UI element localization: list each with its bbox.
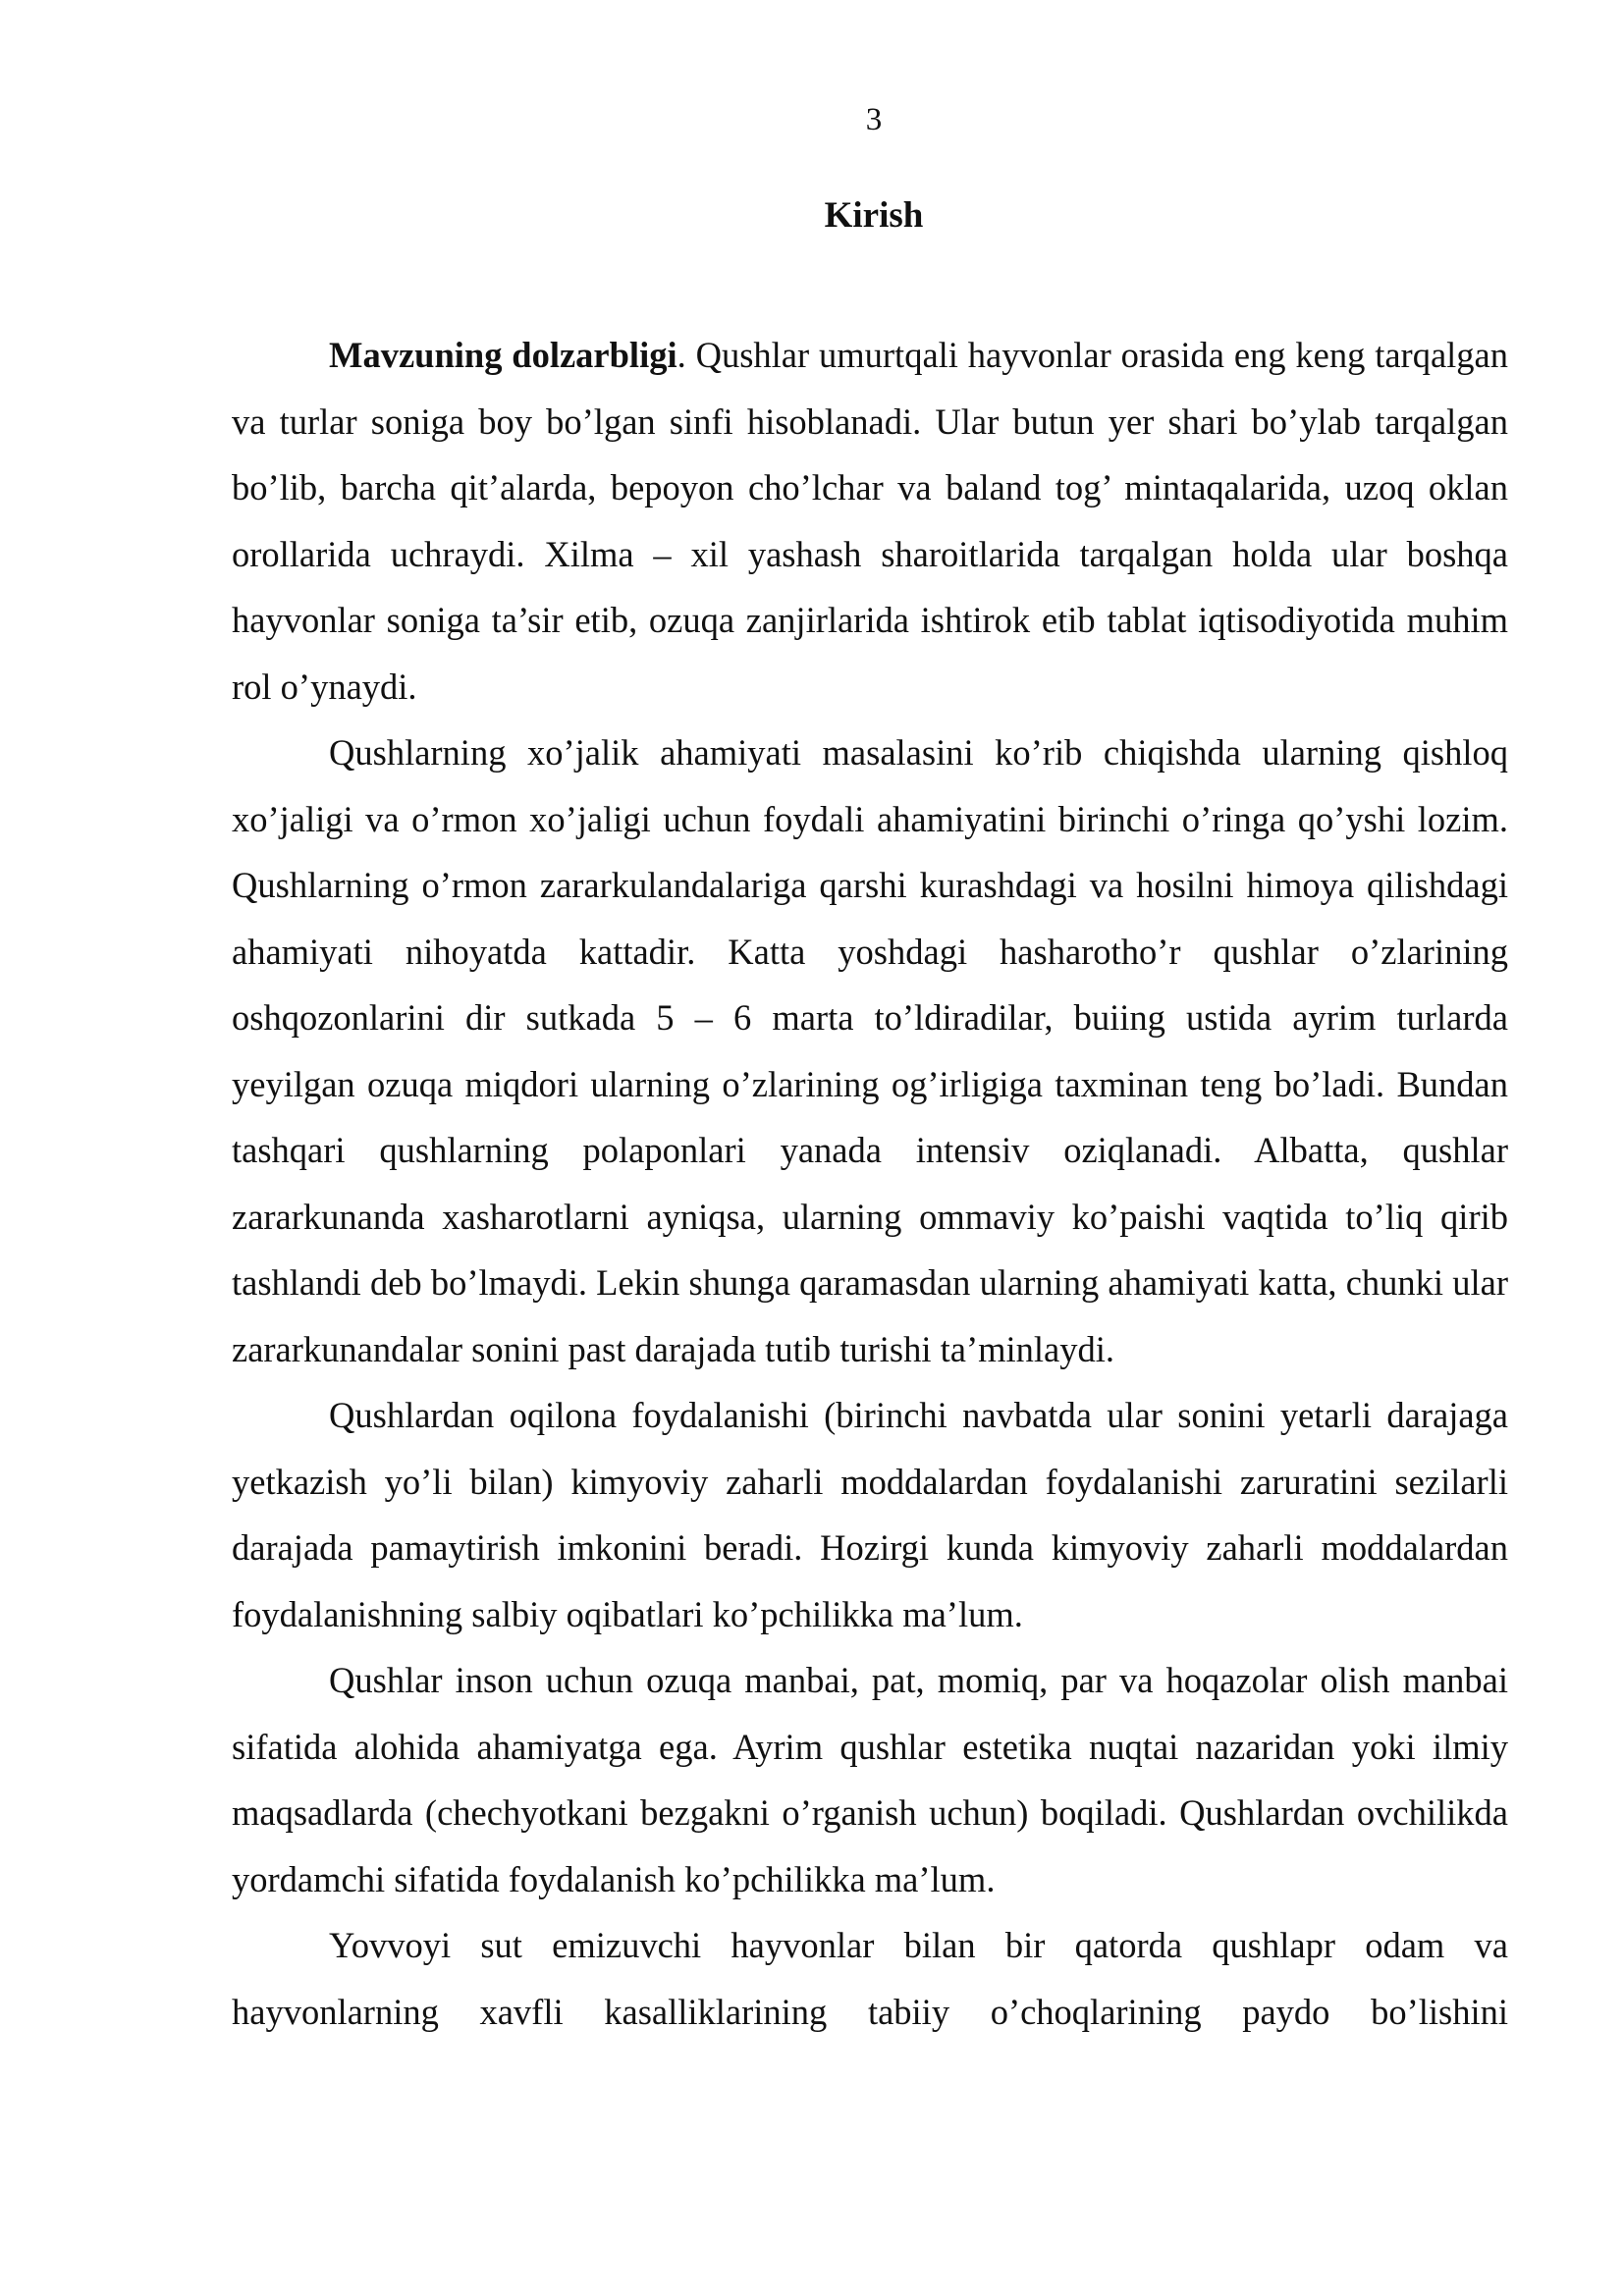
paragraph-food-source: Qushlar inson uchun ozuqa manbai, pat, momiq, par va hoqazolar olish manbai sifatida alohida ahamiyatga ega. Ayrim qushlar estetika nuqtai nazaridan yoki ilmiy maqsadlarda (chechyotkani bezgakni o’rganish uchun) boqiladi. Qushlardan ovchilikda yordamchi sifatida foydalanish ko’pchilikka ma’lum. <box>232 1660 1508 1899</box>
page-number: 3 <box>865 102 883 137</box>
body-text <box>232 322 1508 2045</box>
section-heading: Kirish <box>824 195 924 236</box>
paragraph-relevance <box>232 322 1508 720</box>
paragraph-disease-foci: Yovvoyi sut emizuvchi hayvonlar bilan bir qatorda qushlapr odam va hayvonlarning xavfli kasalliklarining tabiiy o’choqlarining paydo bo’lishini <box>232 1925 1508 2032</box>
relevance-lead: Mavzuning dolzarbligi <box>329 335 677 375</box>
paragraph-rational-use: Qushlardan oqilona foydalanishi (birinchi navbatda ular sonini yetarli darajaga yetkazish yo’li bilan) kimyoviy zaharli moddalardan foydalanishi zaruratini sezilarli darajada pamaytirish imkonini beradi. Hozirgi kunda kimyoviy zaharli moddalardan foydalanishning salbiy oqibatlari ko’pchilikka ma’lum. <box>232 1395 1508 1634</box>
relevance-text: . Qushlar umurtqali hayvonlar orasida eng keng tarqalgan va turlar soniga boy bo’lgan sinfi hisoblanadi. Ular butun yer shari bo’ylab tarqalgan bo’lib, barcha qit’alarda, bepoyon cho’lchar va baland tog’ mintaqalarida, uzoq oklan orollarida uchraydi. Xilma – xil yashash sharoitlarida tarqalgan holda ular boshqa hayvonlar soniga ta’sir etib, ozuqa zanjirlarida ishtirok etib tablat iqtisodiyotida muhim rol o’ynaydi. <box>232 335 1508 707</box>
paragraph-economic-importance: Qushlarning xo’jalik ahamiyati masalasini ko’rib chiqishda ularning qishloq xo’jaligi va o’rmon xo’jaligi uchun foydali ahamiyatini birinchi o’ringa qo’yshi lozim. Qushlarning o’rmon zararkulandalariga qarshi kurashdagi va hosilni himoya qilishdagi ahamiyati nihoyatda kattadir. Katta yoshdagi hasharotho’r qushlar o’zlarining oshqozonlarini dir sutkada 5 – 6 marta to’ldiradilar, buiing ustida ayrim turlarda yeyilgan ozuqa miqdori ularning o’zlarining og’irligiga taxminan teng bo’ladi. Bundan tashqari qushlarning polaponlari yanada intensiv oziqlanadi. Albatta, qushlar zararkunanda xasharotlarni ayniqsa, ularning ommaviy ko’paishi vaqtida to’liq qirib tashlandi deb bo’lmaydi. Lekin shunga qaramasdan ularning ahamiyati katta, chunki ular zararkunandalar sonini past darajada tutib turishi ta’minlaydi. <box>232 732 1508 1369</box>
